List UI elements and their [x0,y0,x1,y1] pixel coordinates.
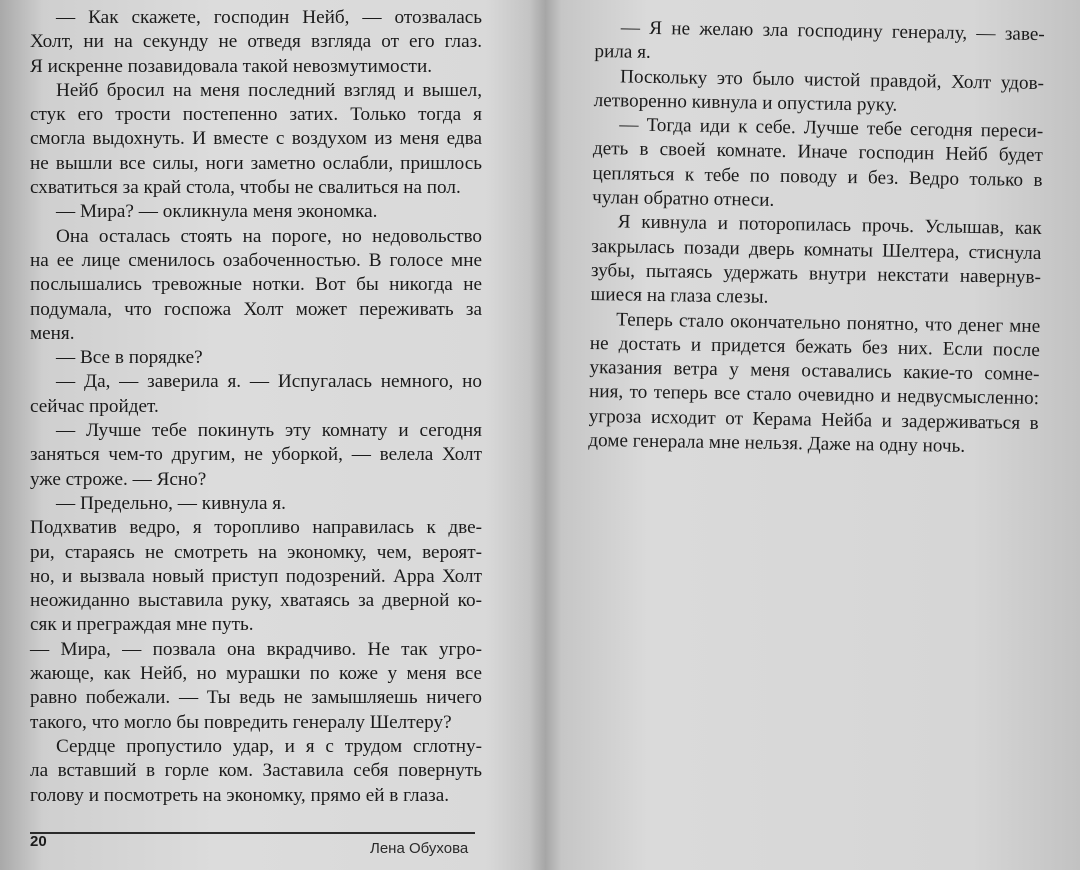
text-line: чулан обратно отнеси. [591,187,775,211]
text-line: стук его трости постепенно затих. Только тогда я [30,104,482,126]
right-page [555,0,1080,870]
left-page [0,0,520,870]
text-line: смогла выдохнуть. И вместе с воздухом из меня едва [30,128,482,150]
text-line: деть в своей комнате. Иначе господин Нейб будет [592,138,1044,167]
text-line: угроза исходит от Керама Нейба и задерживаться в [588,405,1039,434]
text-line: Поскольку это было чистой правдой, Холт удов- [619,65,1045,94]
text-line: равно побежали. — Ты ведь не замышляешь ничего [30,687,482,709]
running-footer-author: Лена Обухова [370,840,469,857]
left-page-text [30,6,482,808]
text-line: — Все в порядке? [56,347,203,369]
text-line: не вышли все силы, ноги заметно ослабли, пришлось [30,152,482,174]
text-line: шиеся на глаза слезы. [590,284,769,309]
text-line: — Я не желаю зла господину генералу, — заве- [620,17,1045,46]
text-line: на ее лице сменилось озабоченностью. В голосе мне [30,249,482,271]
text-line: цепляться к тебе по поводу и без. Ведро только в [592,162,1043,191]
text-line: Я кивнула и поторопилась прочь. Услышав, как [617,211,1042,240]
text-line: сейчас пройдет. [30,395,159,417]
text-line: но, и вызвала новый приступ подозрений. Арра Холт [30,565,482,587]
text-line: ри, стараясь не смотреть на экономку, чем, вероят- [30,541,482,563]
text-line: — Лучше тебе покинуть эту комнату и сегодня [56,420,482,442]
text-line: Сердце пропустило удар, и я с трудом сглотну- [56,735,482,757]
text-line: зубы, пытаясь удержать внутри некстати навернув- [590,259,1042,289]
text-line: — Как скажете, господин Нейб, — отозвалась [56,7,482,28]
right-page-text [588,16,1045,460]
text-line: Я искренне позавидовала такой невозмутимости. [30,55,433,77]
text-line: указания ветра у меня оставались какие-то сомне- [589,357,1040,386]
text-line: — Мира? — окликнула меня экономка. [56,201,378,223]
text-line: Холт, ни на секунду не отведя взгляда от его глаз. [30,31,482,53]
text-line: закрылась позади дверь комнаты Шелтера, стиснула [591,235,1042,264]
text-line: Нейб бросил на меня последний взгляд и вышел, [56,79,482,101]
text-line: заняться чем-то другим, не уборкой, — велела Холт [30,444,482,466]
text-line: Подхватив ведро, я торопливо направилась к две- [30,517,482,539]
text-line: уже строже. — Ясно? [30,468,207,490]
footer-rule [30,832,475,834]
page-number: 20 [30,833,47,850]
text-line: — Тогда иди к себе. Лучше тебе сегодня переси- [619,114,1044,143]
text-line: неожиданно выставила руку, хватаясь за дверной ко- [30,590,482,612]
text-line: рила я. [594,41,651,64]
text-line: ния, то теперь все стало очевидно и недвусмысленно: [588,381,1040,410]
text-line: голову и посмотреть на экономку, прямо ей в глаза. [30,784,450,806]
text-line: схватиться за край стола, чтобы не свалиться на пол. [30,177,461,199]
text-line: меня. [30,322,75,344]
text-line: не достать и придется бежать без них. Если после [589,332,1040,361]
text-line: ла вставший в горле ком. Заставила себя повернуть [30,760,482,782]
text-line: летворенно кивнула и опустила руку. [593,89,898,116]
text-line: доме генерала мне нельзя. Даже на одну ночь. [588,429,966,457]
text-line: подумала, что госпожа Холт может переживать за [30,298,482,320]
text-line: жающе, как Нейб, но мурашки по коже у меня все [30,663,482,685]
text-line: — Мира, — позвала она вкрадчиво. Не так угро- [30,638,482,660]
text-line: Теперь стало окончательно понятно, что денег мне [616,308,1041,337]
text-line: — Да, — заверила я. — Испугалась немного, но [56,371,482,393]
text-line: такого, что могло бы повредить генералу Шелтеру? [30,711,452,733]
text-line: Она осталась стоять на пороге, но недовольство [56,225,482,247]
text-line: сяк и преграждая мне путь. [30,614,254,636]
text-line: послышались тревожные нотки. Вот бы никогда не [30,274,482,296]
text-line: — Предельно, — кивнула я. [56,492,286,514]
